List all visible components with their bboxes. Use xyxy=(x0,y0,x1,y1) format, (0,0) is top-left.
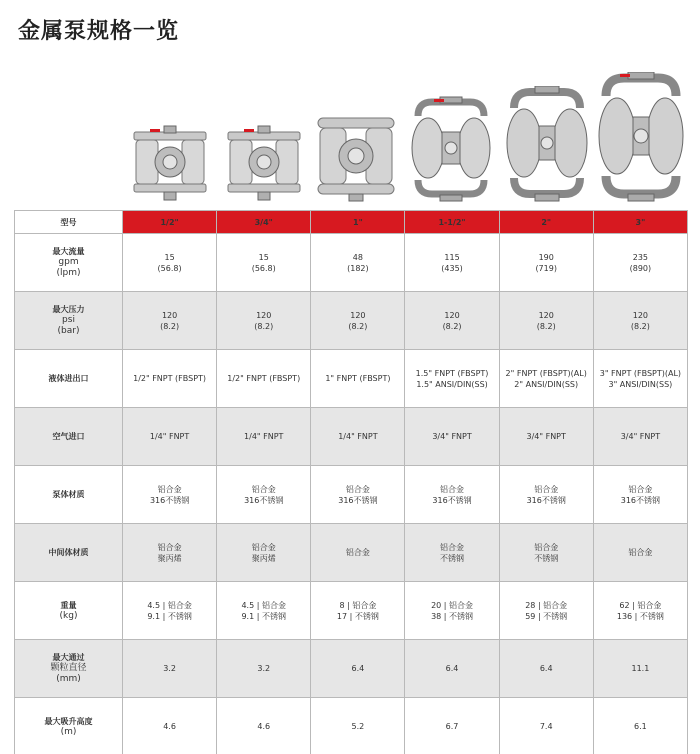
row-label xyxy=(15,640,123,698)
spec-cell-line: (435) xyxy=(441,263,463,273)
spec-cell-line: 120 xyxy=(350,310,366,320)
spec-cell xyxy=(217,582,311,640)
spec-cell-line: 7.4 xyxy=(539,722,553,731)
row-label-line: 最大压力 xyxy=(52,305,85,314)
spec-cell xyxy=(217,350,311,408)
spec-cell xyxy=(217,698,311,754)
pump-image-6 xyxy=(594,72,688,202)
spec-cell-line: 1/4" FNPT xyxy=(338,432,378,441)
row-label-line: 中间体材质 xyxy=(48,548,89,557)
size-header: 1-1/2" xyxy=(405,211,499,234)
pump-image-4 xyxy=(406,96,496,202)
spec-cell-line: (719) xyxy=(535,263,557,273)
spec-row xyxy=(15,234,688,292)
spec-cell-line: 不锈钢 xyxy=(440,553,465,563)
spec-cell xyxy=(593,292,687,350)
spec-cell-line: 铝合金 xyxy=(440,542,465,552)
spec-cell xyxy=(311,408,405,466)
spec-cell xyxy=(123,524,217,582)
spec-cell xyxy=(311,350,405,408)
row-label-line: psi xyxy=(62,315,75,325)
row-label xyxy=(15,524,123,582)
spec-cell xyxy=(405,582,499,640)
spec-cell-line: 3/4" FNPT xyxy=(526,432,566,441)
spec-cell-line: 6.7 xyxy=(445,722,459,731)
spec-cell xyxy=(311,582,405,640)
spec-cell-line: 1" FNPT (FBSPT) xyxy=(325,374,391,383)
spec-cell-line: 3" ANSI/DIN(SS) xyxy=(608,379,673,389)
size-header: 3" xyxy=(593,211,687,234)
size-header: 2" xyxy=(499,211,593,234)
spec-cell-line: 20 | 铝合金 xyxy=(431,600,474,610)
row-label-line: 液体进出口 xyxy=(48,374,89,383)
pump-image-2 xyxy=(220,122,308,202)
row-label-line: (bar) xyxy=(57,326,80,336)
spec-cell-line: 316不锈钢 xyxy=(149,495,190,505)
spec-cell xyxy=(499,292,593,350)
pump-image-1 xyxy=(126,122,214,202)
spec-cell xyxy=(123,234,217,292)
pump-image-5 xyxy=(502,86,592,202)
row-label-line: 泵体材质 xyxy=(52,490,85,499)
row-label-line: (kg) xyxy=(59,610,78,621)
spec-cell-line: 120 xyxy=(632,310,649,320)
spec-cell-line: 120 xyxy=(538,310,554,320)
size-header-row xyxy=(15,211,688,234)
spec-cell xyxy=(499,234,593,292)
model-header-label: 型号 xyxy=(15,211,123,234)
spec-cell xyxy=(405,234,499,292)
spec-cell-line: 铝合金 xyxy=(345,548,370,557)
spec-cell xyxy=(217,234,311,292)
spec-cell-line: 1.5" ANSI/DIN(SS) xyxy=(416,379,488,389)
size-header: 1" xyxy=(311,211,405,234)
spec-cell-line: 铝合金 xyxy=(157,542,182,552)
spec-cell-line: 120 xyxy=(256,310,272,320)
spec-cell xyxy=(593,350,687,408)
spec-cell-line: 铝合金 xyxy=(251,484,276,494)
spec-cell-line: 316不锈钢 xyxy=(244,495,284,505)
spec-cell-line: 3.2 xyxy=(163,664,176,673)
spec-cell xyxy=(311,234,405,292)
spec-cell-line: 235 xyxy=(632,252,649,262)
spec-cell-line: 190 xyxy=(538,252,554,262)
spec-cell xyxy=(217,640,311,698)
spec-cell-line: (8.2) xyxy=(348,321,368,331)
spec-cell-line: 铝合金 xyxy=(251,542,276,552)
spec-cell-line: 15 xyxy=(164,252,175,262)
spec-cell xyxy=(123,408,217,466)
spec-cell xyxy=(499,698,593,754)
spec-cell-line: 62 | 铝合金 xyxy=(619,600,662,610)
spec-cell xyxy=(405,698,499,754)
spec-cell-line: 1/2" FNPT (FBSPT) xyxy=(133,374,207,383)
spec-cell-line: 4.6 xyxy=(257,722,271,731)
spec-cell-line: 3/4" FNPT xyxy=(620,432,661,441)
spec-cell xyxy=(499,524,593,582)
spec-cell-line: 6.4 xyxy=(351,664,365,673)
spec-cell-line: (56.8) xyxy=(251,263,276,273)
spec-cell-line: (8.2) xyxy=(442,321,462,331)
spec-cell xyxy=(217,466,311,524)
spec-cell xyxy=(123,698,217,754)
row-label xyxy=(15,408,123,466)
spec-row xyxy=(15,408,688,466)
spec-cell-line: 3/4" FNPT xyxy=(432,432,472,441)
spec-cell-line: (890) xyxy=(629,263,652,273)
spec-cell-line: 铝合金 xyxy=(440,484,465,494)
spec-cell-line: 不锈钢 xyxy=(534,553,559,563)
spec-cell-line: 316不锈钢 xyxy=(432,495,472,505)
spec-cell-line: 聚丙烯 xyxy=(251,553,276,563)
spec-row xyxy=(15,292,688,350)
spec-cell-line: 4.5 | 铝合金 xyxy=(147,600,192,610)
page-title: 金属泵规格一览 xyxy=(18,19,180,44)
spec-cell xyxy=(593,466,687,524)
spec-cell-line: 316不锈钢 xyxy=(338,495,378,505)
spec-cell-line: 136 | 不锈钢 xyxy=(616,611,664,621)
spec-cell-line: 59 | 不锈钢 xyxy=(525,611,568,621)
row-label-line: 最大通过 xyxy=(52,653,85,662)
spec-cell-line: (8.2) xyxy=(254,321,274,331)
spec-cell-line: 115 xyxy=(444,252,460,262)
spec-cell xyxy=(217,524,311,582)
spec-cell-line: 铝合金 xyxy=(628,548,653,557)
spec-cell-line: 9.1 | 不锈钢 xyxy=(241,611,286,621)
spec-cell-line: 17 | 不锈钢 xyxy=(336,611,379,621)
spec-cell xyxy=(593,698,687,754)
spec-cell-line: (8.2) xyxy=(536,321,556,331)
spec-cell xyxy=(405,292,499,350)
row-label xyxy=(15,582,123,640)
spec-cell xyxy=(499,640,593,698)
row-label-line: (m) xyxy=(60,726,77,737)
row-label-line: (lpm) xyxy=(56,268,81,278)
pump-image-3 xyxy=(312,110,400,202)
size-header: 1/2" xyxy=(123,211,217,234)
spec-row xyxy=(15,640,688,698)
row-label-line: 重量 xyxy=(60,600,77,610)
row-label xyxy=(15,698,123,754)
spec-cell xyxy=(405,524,499,582)
spec-cell-line: 聚丙烯 xyxy=(157,553,182,563)
spec-cell xyxy=(593,408,687,466)
spec-cell-line: 铝合金 xyxy=(534,542,559,552)
spec-cell xyxy=(123,640,217,698)
spec-cell-line: 316不锈钢 xyxy=(526,495,566,505)
spec-cell-line: 38 | 不锈钢 xyxy=(431,611,474,621)
row-label-line: gpm xyxy=(58,257,79,267)
row-label xyxy=(15,466,123,524)
spec-cell-line: 1.5" FNPT (FBSPT) xyxy=(415,368,489,378)
spec-cell-line: 4.5 | 铝合金 xyxy=(241,600,286,610)
spec-cell-line: 5.2 xyxy=(351,722,365,731)
spec-table xyxy=(14,210,688,754)
spec-cell-line: 48 xyxy=(352,252,363,262)
spec-cell xyxy=(311,292,405,350)
spec-cell xyxy=(311,698,405,754)
row-label-line: 最大吸升高度 xyxy=(44,716,93,726)
spec-cell xyxy=(499,408,593,466)
spec-cell-line: (8.2) xyxy=(630,321,650,331)
spec-cell-line: 316不锈钢 xyxy=(620,495,661,505)
spec-cell xyxy=(405,466,499,524)
row-label xyxy=(15,350,123,408)
spec-cell-line: 8 | 铝合金 xyxy=(339,600,377,610)
spec-row xyxy=(15,698,688,754)
spec-cell-line: 3" FNPT (FBSPT)(AL) xyxy=(599,368,682,378)
spec-cell-line: 4.6 xyxy=(163,722,176,731)
spec-cell-line: 120 xyxy=(444,310,460,320)
spec-cell-line: 3.2 xyxy=(257,664,271,673)
spec-cell-line: 6.1 xyxy=(634,722,647,731)
spec-cell-line: (182) xyxy=(347,263,369,273)
spec-row xyxy=(15,582,688,640)
spec-cell xyxy=(405,408,499,466)
spec-cell xyxy=(217,292,311,350)
spec-cell-line: 2" ANSI/DIN(SS) xyxy=(514,379,579,389)
spec-cell xyxy=(311,524,405,582)
spec-cell xyxy=(405,640,499,698)
spec-cell-line: 6.4 xyxy=(539,664,553,673)
spec-cell-line: 15 xyxy=(258,252,269,262)
spec-cell xyxy=(405,350,499,408)
spec-cell-line: 铝合金 xyxy=(157,484,182,494)
spec-cell-line: (8.2) xyxy=(160,321,180,331)
pump-images xyxy=(124,52,688,202)
spec-cell-line: 120 xyxy=(161,310,178,320)
spec-cell xyxy=(123,466,217,524)
spec-cell-line: 28 | 铝合金 xyxy=(525,600,568,610)
spec-cell xyxy=(593,582,687,640)
spec-cell-line: 1/4" FNPT xyxy=(149,432,190,441)
spec-cell xyxy=(593,640,687,698)
row-label-line: 最大流量 xyxy=(52,247,85,256)
spec-cell xyxy=(123,292,217,350)
spec-cell-line: 2" FNPT (FBSPT)(AL) xyxy=(505,368,587,378)
spec-row xyxy=(15,466,688,524)
row-label-line: 颗粒直径 xyxy=(50,663,87,673)
spec-cell xyxy=(123,582,217,640)
row-label-line: (mm) xyxy=(56,674,81,684)
spec-cell-line: 11.1 xyxy=(631,664,650,673)
spec-cell-line: 1/2" FNPT (FBSPT) xyxy=(227,374,301,383)
row-label-line: 空气进口 xyxy=(52,432,85,441)
spec-cell xyxy=(311,640,405,698)
spec-cell-line: 铝合金 xyxy=(628,484,653,494)
spec-cell xyxy=(499,350,593,408)
spec-cell-line: 铝合金 xyxy=(534,484,559,494)
spec-cell-line: 1/4" FNPT xyxy=(244,432,284,441)
spec-cell xyxy=(499,466,593,524)
row-label xyxy=(15,234,123,292)
spec-table-body xyxy=(15,234,688,754)
spec-cell-line: (56.8) xyxy=(157,263,182,273)
spec-row xyxy=(15,350,688,408)
spec-cell-line: 铝合金 xyxy=(345,484,370,494)
size-header: 3/4" xyxy=(217,211,311,234)
spec-cell xyxy=(499,582,593,640)
spec-cell xyxy=(123,350,217,408)
spec-cell-line: 9.1 | 不锈钢 xyxy=(147,611,192,621)
spec-cell xyxy=(311,466,405,524)
spec-cell xyxy=(593,234,687,292)
spec-row xyxy=(15,524,688,582)
spec-cell-line: 6.4 xyxy=(445,664,459,673)
spec-cell xyxy=(593,524,687,582)
row-label xyxy=(15,292,123,350)
spec-cell xyxy=(217,408,311,466)
